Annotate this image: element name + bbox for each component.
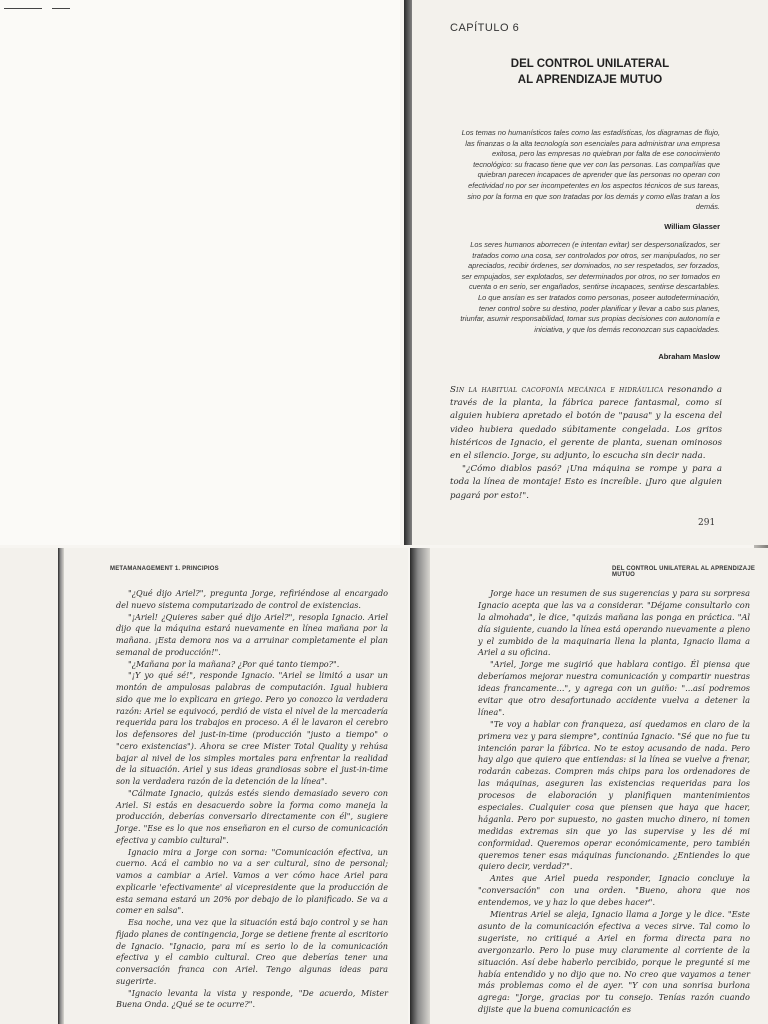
body-paragraph: Ignacio mira a Jorge con sorna: "Comunicación efectiva, un cuerno. Acá el cambio no va a ser cultural, sino de personal; vamos a cambiar a Ariel. Vamos a ver cómo hace Ariel para explicarle 'efectivamente' al vicepresidente que la producción de esta semana estará un 20% por debajo de lo planificado. Se va a comer en salsa".	[116, 846, 388, 916]
body-paragraph: "¡Ariel! ¿Quieres saber qué dijo Ariel?", resopla Ignacio. Ariel dijo que la máquina estará nuevamente en línea mañana por la mañana. ¡Esta demora nos va a arruinar completamente el plan semanal de producción!".	[116, 611, 388, 657]
body-paragraph: Esa noche, una vez que la situación está bajo control y se han fijado planes de contingencia, Jorge se detiene frente al escritorio de Ignacio. "Ignacio, para mí es serio lo de la comunicación efectiva y el cambio cultural. Creo que deberías tener una conversación franca con Ariel. Tengo algunas ideas para sugerirte.	[116, 917, 388, 986]
chapter-title-line: AL APRENDIZAJE MUTUO	[517, 74, 663, 86]
body-paragraph: "Ignacio levanta la vista y responde, "De acuerdo, Mister Buena Onda. ¿Qué se te ocurre?".	[116, 987, 388, 1010]
opening-paragraph	[450, 384, 722, 463]
body-paragraph: "Te voy a hablar con franqueza, así quedamos en claro de la primera vez y para siempre", continúa Ignacio. "Sé que no fue tu intención parar la fábrica. No te estoy acusando de nada. Pero hay algo que quiero que entiendas: si la línea se vuelve a frenar, rodarán cabezas. Compren más chips para los ordenadores de las máquinas, aseguren las existencias requeridas para los procesos de elaboración y planifiquen mantenimientos especiales. Cualquier cosa que piensen que haya que hacer, háganla. Pero por supuesto, no gasten mucho dinero, ni tomen medidas extremas sin que yo las supervise y les dé mi conformidad. Queremos operar económicamente, pero también queremos tener esas máquinas funcionando. ¿Entiendes lo que quiero decir, verdad?".	[478, 718, 750, 872]
epigraph-author: Abraham Maslow	[658, 352, 720, 361]
blank-page	[0, 0, 400, 545]
chapter-title	[470, 56, 710, 88]
body-paragraph: "Cálmate Ignacio, quizás estés siendo demasiado severo con Ariel. Si estás en desacuerdo sobre la forma como maneja la producción, deberías conversarlo directamente con él", sugiere Jorge. "Ese es lo que nos enseñaron en el curso de comunicación efectiva y cambio cultural".	[116, 787, 388, 845]
opening-paragraph-rest: resonando a través de la planta, la fábrica parece fantasmal, como si alguien hubiera apretado el botón de "pausa" y la escena del video hubiera quedado súbitamente congelada. Los gritos histéricos de Ignacio, el gerente de planta, suenan ominosos en el silencio. Jorge, su adjunto, lo escucha sin decir nada.	[450, 385, 722, 462]
epigraph-maslow: Los seres humanos aborrecen (e intentan evitar) ser despersonalizados, ser tratados como una cosa, ser controlados por otros, ser manipulados, no ser apreciados, recibir órdenes, ser dominados, no ser respetados, ser forzados, ser empujados, ser explotados, ser determinados por otros, no ser tomados en cuenta o en serio, ser engañados, sentirse incapaces, sentirse descartables. Lo que ansían es ser tratados como personas, poseer autodeterminación, tener control sobre su destino, poder planificar y llevar a cabo sus planes, triunfar, asumir responsabilidad, tomar sus propias decisiones con autonomía e iniciativa, y que los demás reconozcan sus capacidades.	[460, 240, 720, 334]
running-head: METAMANAGEMENT 1. PRINCIPIOS	[110, 566, 219, 572]
body-paragraph: "¿Mañana por la mañana? ¿Por qué tanto tiempo?".	[128, 658, 340, 669]
body-paragraph: "¡Y yo qué sé!", responde Ignacio. "Ariel se limitó a usar un montón de ampulosas palabras de computación. Igual hubiera sido que me lo explicara en griego. Pero yo conozco la verdadera razón: Ariel se equivocó, perdió de vista el nivel de la mercadería requerida para los trabajos en proceso. A él le lavaron el cerebro los defensores del just-in-time (producción "justo a tiempo" o "cero existencias"). Ahora se cree Mister Total Quality y rehúsa bajar al nivel de los simples mortales para enfrentar la realidad de la situación. Ariel y sus ideas grandiosas sobre el just-in-time son la verdadera razón de la detención de la línea".	[116, 670, 388, 786]
crop-mark	[52, 8, 70, 9]
gutter-line	[58, 548, 64, 1024]
book-spine-shadow	[410, 548, 430, 1024]
crop-mark	[4, 8, 42, 9]
body-paragraph: Jorge hace un resumen de sus sugerencias y para su sorpresa Ignacio acepta que las va a considerar. "Déjame consultarlo con la almohada", le dice, "quizás mañana las ponga en práctica. "Al día siguiente, cuando la línea está operando nuevamente a pleno y el zumbido de la maquinaria llena la planta, Ignacio llama a Ariel a su oficina.	[478, 588, 750, 658]
epigraph-glasser: Los temas no humanísticos tales como las estadísticas, los diagramas de flujo, las finanzas o la alta tecnología son esenciales para administrar una empresa exitosa, pero las empresas no quiebran por falta de ese conocimiento tecnológico: su fracaso tiene que ver con las personas. Las compañías que quiebran parecen incapaces de aprender que las personas no operan con efectividad no por ser incompetentes en los aspectos técnicos de sus tareas, sino por la forma en que son tratadas por los demás y como ellas tratan a los demás.	[461, 128, 720, 212]
epigraph-author: William Glasser	[664, 222, 720, 231]
body-paragraph: Antes que Ariel pueda responder, Ignacio concluye la "conversación" con una orden. "Bueno, ahora que nos entendemos, ve y haz lo que debes hacer".	[478, 873, 750, 908]
smallcaps-lead: Sin la habitual cacofonía mecánica e hidráulica	[450, 385, 664, 395]
body-paragraph: "¿Qué dijo Ariel?", pregunta Jorge, refiriéndose al encargado del nuevo sistema computarizado de control de existencias.	[116, 588, 388, 610]
right-column	[478, 588, 750, 1016]
body-paragraph: Mientras Ariel se aleja, Ignacio llama a Jorge y le dice. "Este asunto de la comunicación efectiva a veces sirve. Tal como lo sugeriste, no critiqué a Ariel en forma directa para no avergonzarlo. Pero lo puse muy claramente al corriente de la situación. Así debe haberlo percibido, porque le pregunté si me había entendido y no dijo que no. No creo que vayamos a tener más problemas como el de ayer. "Y con una sonrisa burlona agrega: "Jorge, gracias por tu consejo. Tenías razón cuando dijiste que la buena comunicación es	[478, 909, 750, 1015]
running-head: DEL CONTROL UNILATERAL AL APRENDIZAJE MUTUO	[612, 566, 756, 578]
chapter-title-line: DEL CONTROL UNILATERAL	[510, 58, 670, 70]
body-paragraph: "Ariel, Jorge me sugirió que hablara contigo. Él piensa que deberíamos mejorar nuestra comunicación y compartir nuestras ideas francamente...", y agrega con un guiño: "...así podremos evitar que otro desafortunado accidente vuelva a detener la línea".	[478, 659, 750, 717]
body-paragraph: "¿Cómo diablos pasó? ¡Una máquina se rompe y para a toda la línea de montaje! Esto es increíble. ¡Juro que alguien pagará por esto!".	[450, 464, 722, 501]
left-column	[116, 588, 388, 1011]
opening-text	[450, 384, 722, 503]
page-number: 291	[698, 518, 716, 528]
chapter-label: CAPÍTULO 6	[450, 22, 520, 34]
